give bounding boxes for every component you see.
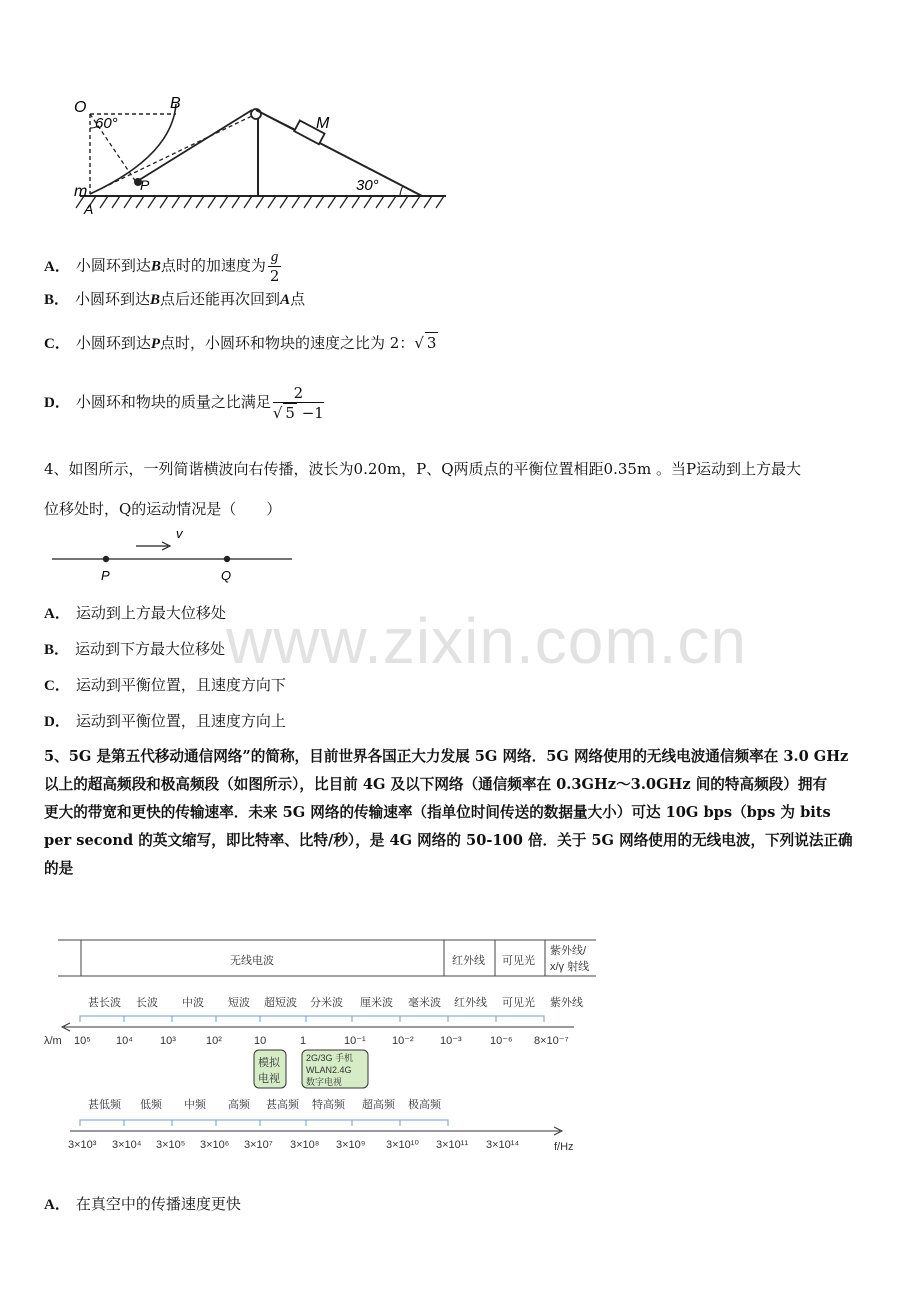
- freq-tick: 3×10⁴: [112, 1139, 142, 1151]
- wave-name: 超短波: [264, 997, 297, 1009]
- lambda-axis-label: λ/m: [44, 1035, 62, 1047]
- lambda-tick: 8×10⁻⁷: [534, 1035, 569, 1047]
- callout-analog-tv: 模拟: [258, 1057, 280, 1069]
- q5-option-a: A． 在真空中的传播速度更快: [44, 1195, 241, 1213]
- freq-tick: 3×10⁹: [336, 1139, 366, 1151]
- freq-tick: 3×10⁶: [200, 1139, 230, 1151]
- lambda-tick: 10⁻¹: [344, 1035, 366, 1047]
- wave-name: 中波: [182, 997, 204, 1009]
- freq-tick: 3×10¹⁴: [486, 1139, 520, 1151]
- band-xray: x/γ 射线: [550, 961, 590, 973]
- freq-tick: 3×10³: [68, 1139, 97, 1151]
- lambda-tick: 10²: [206, 1035, 222, 1047]
- em-spectrum-figure: [44, 934, 604, 1164]
- q4-option-a: A． 运动到上方最大位移处: [44, 604, 226, 622]
- band-radio: 无线电波: [230, 955, 274, 967]
- freq-name: 低频: [140, 1099, 162, 1111]
- callout-mobile: 数字电视: [306, 1077, 343, 1087]
- freq-tick: 3×10⁵: [156, 1139, 186, 1151]
- q4-option-d: D． 运动到平衡位置，且速度方向上: [44, 712, 286, 730]
- q5-stem: 5、5G 是第五代移动通信网络”的简称，目前世界各国正大力发展 5G 网络．5G 网络使用的无线电波通信频率在 3.0 GHz 以上的超高频段和极高频段（如图所示），比目前 4G 及以下网络（通信频率在 0.3GHz～3.0GHz 间的特高频段）拥有 更大的带宽和更快的传输速率．未来 5G 网络的传输速率（指单位时间传送的数据量大小）可达 10G bps（bps 为 bits per second 的英文缩写，即比特率、比特/秒），是 4G 网络的 50-100 倍．关于 5G 网络使用的无线电波，下列说法正确 的是: [44, 748, 853, 877]
- lambda-tick: 10⁻³: [440, 1035, 462, 1047]
- q3-option-d: D． 小圆环和物块的质量之比满足 $\frac{2}{√ 5 -1}$: [44, 384, 324, 422]
- label-wave-P: P: [101, 568, 110, 583]
- label-A: A: [84, 201, 94, 217]
- label-O: O: [74, 99, 87, 116]
- wave-name: 红外线: [454, 997, 487, 1009]
- callout-mobile: WLAN2.4G: [306, 1065, 352, 1075]
- lambda-tick: 1: [300, 1035, 307, 1047]
- wave-name: 毫米波: [408, 997, 441, 1009]
- wave-name: 可见光: [502, 997, 535, 1009]
- q3-option-b: B． 小圆环到达B点后还能再次回到A点: [44, 290, 306, 308]
- freq-tick: 3×10⁷: [244, 1139, 273, 1151]
- label-wave-Q: Q: [221, 568, 232, 583]
- wave-name: 分米波: [310, 997, 343, 1009]
- callout-mobile: 2G/3G 手机: [306, 1053, 354, 1063]
- callout-analog-tv: 电视: [258, 1073, 280, 1085]
- freq-name: 高频: [228, 1099, 250, 1111]
- q4-option-b: B． 运动到下方最大位移处: [44, 640, 226, 658]
- lambda-tick: 10⁻⁶: [490, 1035, 513, 1047]
- freq-name: 甚高频: [266, 1099, 299, 1111]
- wave-name: 短波: [228, 997, 250, 1009]
- freq-axis-label: f/Hz: [554, 1141, 574, 1153]
- lambda-tick: 10⁴: [116, 1035, 133, 1047]
- watermark: www.zixin.com.cn: [226, 605, 747, 677]
- freq-tick: 3×10¹⁰: [386, 1139, 419, 1151]
- q4-stem: 4、如图所示，一列简谐横波向右传播，波长为0.20m，P、Q两质点的平衡位置相距0.35m 。当P运动到上方最大 位移处时，Q的运动情况是（ ）: [44, 460, 802, 518]
- label-60: 60°: [95, 115, 118, 132]
- band-visible: 可见光: [502, 955, 535, 967]
- label-B: B: [170, 95, 181, 112]
- freq-tick: 3×10¹¹: [436, 1139, 469, 1151]
- band-uv: 紫外线/: [550, 945, 587, 957]
- wave-figure: [52, 526, 296, 586]
- lambda-tick: 10: [254, 1035, 267, 1047]
- label-m: m: [74, 183, 88, 200]
- lambda-tick: 10⁻²: [392, 1035, 414, 1047]
- label-v: v: [176, 526, 183, 541]
- lambda-tick: 10⁵: [74, 1035, 91, 1047]
- incline-figure: [60, 86, 450, 218]
- freq-name: 特高频: [312, 1099, 345, 1111]
- label-P: P: [140, 177, 150, 193]
- wave-name: 长波: [136, 997, 158, 1009]
- freq-name: 极高频: [408, 1099, 441, 1111]
- lambda-tick: 10³: [160, 1035, 176, 1047]
- freq-name: 甚低频: [88, 1099, 121, 1111]
- freq-name: 超高频: [362, 1099, 395, 1111]
- wave-name: 紫外线: [550, 997, 583, 1009]
- freq-name: 中频: [184, 1099, 206, 1111]
- q3-option-a: A． 小圆环到达B点时的加速度为 $\frac{g}{2}$: [44, 249, 280, 285]
- q4-option-c: C． 运动到平衡位置，且速度方向下: [44, 676, 286, 694]
- band-infrared: 红外线: [452, 955, 485, 967]
- freq-tick: 3×10⁸: [290, 1139, 320, 1151]
- label-M: M: [316, 115, 330, 132]
- wave-name: 甚长波: [88, 997, 121, 1009]
- label-30: 30°: [356, 177, 379, 194]
- q3-option-c: C． 小圆环到达P点时，小圆环和物块的速度之比为 2：√ 3: [44, 334, 437, 352]
- wave-name: 厘米波: [360, 997, 393, 1009]
